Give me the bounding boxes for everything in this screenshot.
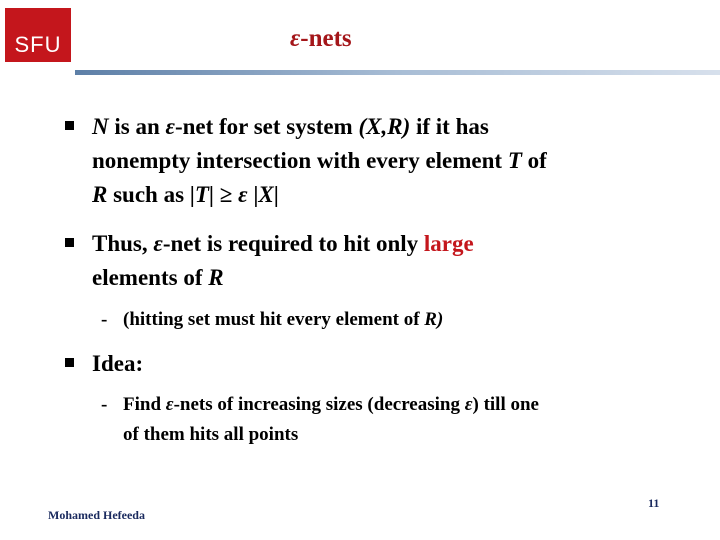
logo-text: SFU — [14, 32, 62, 57]
text-span: ) till one — [472, 394, 539, 415]
text-span: X — [258, 182, 274, 207]
sfu-logo — [5, 8, 71, 62]
sub-line: of them hits all points — [123, 424, 299, 445]
text-span: ε — [464, 394, 473, 415]
text-span: nonempty intersection with every element — [92, 148, 508, 173]
bullet-line — [92, 144, 692, 178]
text-span: of — [521, 148, 547, 173]
text-span: -net is required to hit only — [162, 231, 424, 256]
title-rest: -nets — [300, 25, 352, 52]
text-span: R) — [424, 309, 444, 330]
bullet-line — [92, 178, 692, 212]
text-span: Thus, — [92, 231, 154, 256]
sub-line — [123, 390, 683, 420]
bullet-line: Idea: — [92, 351, 144, 376]
text-span: | — [273, 182, 279, 207]
text-span: is an — [108, 114, 166, 139]
bullet-hit-large-elements — [92, 227, 692, 295]
author-name: Mohamed Hefeeda — [48, 508, 145, 522]
bullet-epsilon-net-definition — [92, 110, 692, 212]
text-span: ε — [165, 114, 175, 139]
text-span: Find — [123, 394, 166, 415]
text-span: ε — [165, 394, 174, 415]
bullet-line — [92, 261, 692, 295]
text-span: (X,R) — [358, 114, 411, 139]
sub-bullet-find-nets — [101, 390, 683, 450]
bullet-idea — [92, 347, 692, 381]
text-span: R — [208, 265, 224, 290]
text-span: T — [507, 148, 522, 173]
bullet-line — [92, 227, 692, 261]
text-span: T — [194, 182, 209, 207]
bullet-line — [92, 110, 692, 144]
square-bullet-icon — [65, 121, 74, 130]
square-bullet-icon — [65, 358, 74, 367]
text-span: N — [92, 114, 109, 139]
slide-title — [290, 25, 352, 53]
text-span: such as | — [107, 182, 195, 207]
text-span: -net for set system — [174, 114, 359, 139]
page-number: 11 — [648, 496, 660, 510]
title-epsilon: ε — [290, 25, 301, 52]
text-span: | — [247, 182, 259, 207]
dash-bullet: - — [101, 309, 108, 330]
sub-bullet-hitting-set — [101, 305, 683, 335]
text-span: -nets of increasing sizes (decreasing — [173, 394, 465, 415]
square-bullet-icon — [65, 238, 74, 247]
text-span: R — [92, 182, 108, 207]
highlight-large: large — [423, 231, 474, 256]
text-span: ε — [153, 231, 163, 256]
text-span: elements of — [92, 265, 209, 290]
text-span: (hitting set must hit every element of — [123, 309, 425, 330]
dash-bullet: - — [101, 394, 108, 415]
text-span: if it has — [410, 114, 489, 139]
text-span: | ≥ — [208, 182, 239, 207]
title-rule — [75, 70, 720, 75]
text-span: ε — [238, 182, 248, 207]
